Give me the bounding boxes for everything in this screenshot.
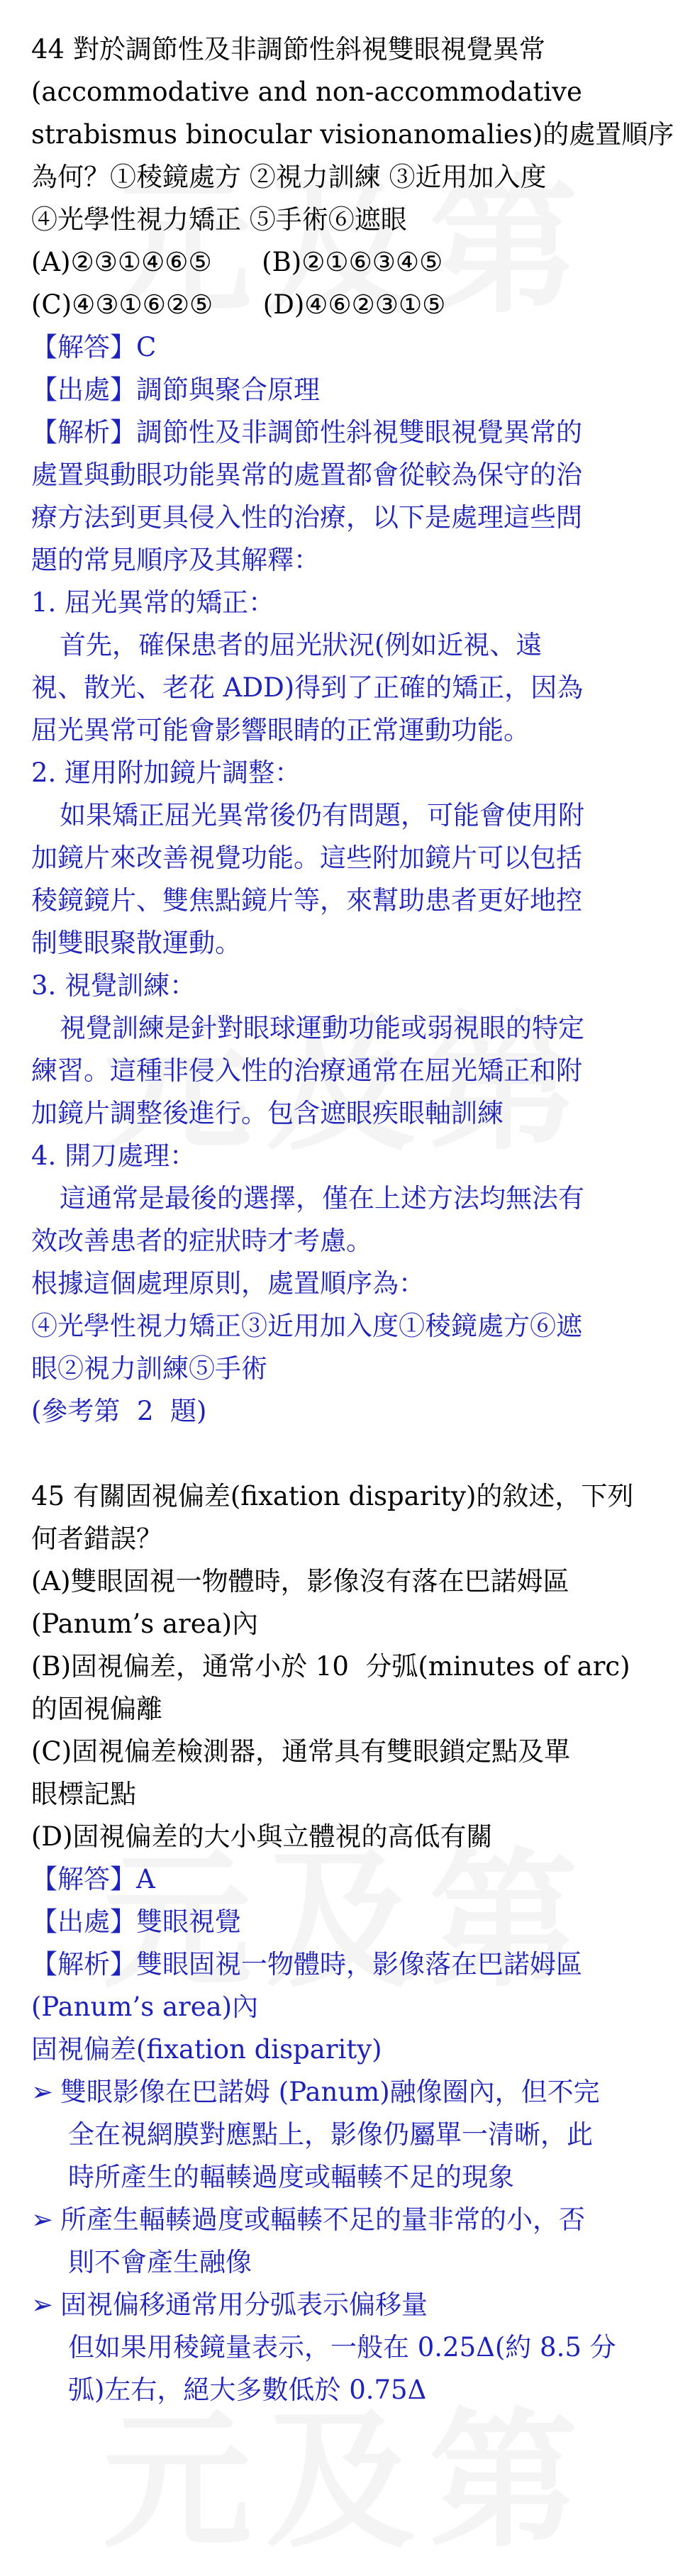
step-text-line: 稜鏡鏡片、雙焦點鏡片等，來幫助患者更好地控 xyxy=(31,885,582,916)
option-line: (A)②③①④⑥⑤ (B)②①⑥③④⑤ xyxy=(31,247,443,277)
option-line: 眼標記點 xyxy=(31,1779,136,1809)
option-line: (C)固視偏差檢測器，通常具有雙眼鎖定點及單 xyxy=(31,1736,571,1767)
option-line: (D)固視偏差的大小與立體視的高低有關 xyxy=(31,1821,493,1852)
bullet-text-line: 雙眼影像在巴諾姆 (Panum)融像圈內，但不完 xyxy=(60,2077,600,2107)
analysis-line: 處置與動眼功能異常的處置都會從較為保守的治 xyxy=(31,460,582,490)
bullet-text-line: 所產生輻輳過度或輻輳不足的量非常的小，否 xyxy=(60,2204,586,2235)
step-title: 4. 開刀處理： xyxy=(31,1140,196,1171)
analysis-line: 【解析】調節性及非調節性斜視雙眼視覺異常的 xyxy=(31,417,582,448)
analysis-line: 題的常見順序及其解釋： xyxy=(31,545,320,575)
analysis-line: 固視偏差(fixation disparity) xyxy=(31,2034,382,2065)
conclusion-line: ④光學性視力矯正③近用加入度①稜鏡處方⑥遮 xyxy=(31,1311,582,1341)
step-text-line: 視覺訓練是針對眼球運動功能或弱視眼的特定 xyxy=(60,1013,584,1043)
conclusion-line: 眼②視力訓練⑤手術 xyxy=(31,1353,267,1384)
step-title: 3. 視覺訓練： xyxy=(31,970,196,1001)
option-line: (A)雙眼固視一物體時，影像沒有落在巴諾姆區 xyxy=(31,1566,569,1597)
reference-note: (參考第 2 題) xyxy=(31,1396,207,1426)
option-line: 的固視偏離 xyxy=(31,1694,162,1724)
step-text-line: 加鏡片調整後進行。包含遮眼疾眼軸訓練 xyxy=(31,1098,504,1128)
bullet-item xyxy=(31,2071,673,2199)
question-spacer xyxy=(31,1433,673,1475)
question-stem-line: 44 對於調節性及非調節性斜視雙眼視覺異常 xyxy=(31,34,545,65)
analysis-line: 療方法到更具侵入性的治療，以下是處理這些問 xyxy=(31,502,582,533)
bullet-text-line: 時所產生的輻輳過度或輻輳不足的現象 xyxy=(68,2162,514,2192)
bullet-text-line: 固視偏移通常用分弧表示偏移量 xyxy=(60,2289,428,2320)
analysis-line: (Panum’s area)內 xyxy=(31,1992,259,2022)
step-text-line: 視、散光、老花 ADD)得到了正確的矯正，因為 xyxy=(31,672,584,703)
step-title: 1. 屈光異常的矯正： xyxy=(31,587,275,618)
bullet-text-line: 全在視網膜對應點上，影像仍屬單一清晰，此 xyxy=(68,2119,593,2150)
step-text-line: 這通常是最後的選擇，僅在上述方法均無法有 xyxy=(60,1183,584,1214)
question-stem-line: ④光學性視力矯正 ⑤手術⑥遮眼 xyxy=(31,204,407,235)
source-label: 【出處】雙眼視覺 xyxy=(31,1906,241,1937)
step-text-line: 制雙眼聚散運動。 xyxy=(31,928,241,958)
arrowhead-bullet-icon: ➢ xyxy=(31,2289,54,2320)
question-stem-line: 45 有關固視偏差(fixation disparity)的敘述，下列 xyxy=(31,1481,634,1511)
question-stem-line: 為何？①稜鏡處方 ②視力訓練 ③近用加入度 xyxy=(31,162,547,192)
option-line: (Panum’s area)內 xyxy=(31,1609,259,1639)
source-label: 【出處】調節與聚合原理 xyxy=(31,374,320,405)
bullet-text-line: 則不會產生融像 xyxy=(68,2247,252,2277)
question-stem-line: (accommodative and non-accommodative xyxy=(31,77,582,107)
step-text-line: 加鏡片來改善視覺功能。這些附加鏡片可以包括 xyxy=(31,843,582,873)
step-text-line: 練習。這種非侵入性的治療通常在屈光矯正和附 xyxy=(31,1055,582,1086)
step-text-line: 屈光異常可能會影響眼睛的正常運動功能。 xyxy=(31,715,530,745)
option-line: (B)固視偏差，通常小於 10 分弧(minutes of arc) xyxy=(31,1651,630,1682)
answer-label: 【解答】A xyxy=(31,1864,155,1894)
question-45 xyxy=(31,1475,673,2411)
step-title: 2. 運用附加鏡片調整： xyxy=(31,757,301,788)
arrowhead-bullet-icon: ➢ xyxy=(31,2077,54,2107)
bullet-text-line: 弧)左右，絕大多數低於 0.75Δ xyxy=(68,2375,427,2405)
option-line: (C)④③①⑥②⑤ (D)④⑥②③①⑤ xyxy=(31,289,446,320)
arrowhead-bullet-icon: ➢ xyxy=(31,2204,54,2235)
question-44 xyxy=(31,28,673,1433)
analysis-line: 【解析】雙眼固視一物體時，影像落在巴諾姆區 xyxy=(31,1949,582,1980)
question-stem-line: strabismus binocular visionanomalies)的處置順序 xyxy=(31,119,674,150)
conclusion-line: 根據這個處理原則，處置順序為： xyxy=(31,1268,425,1299)
question-stem-line: 何者錯誤？ xyxy=(31,1523,162,1554)
bullet-text-line: 但如果用稜鏡量表示，一般在 0.25Δ(約 8.5 分 xyxy=(68,2332,616,2363)
bullet-item xyxy=(31,2199,673,2284)
bullet-item xyxy=(31,2284,673,2411)
step-text-line: 效改善患者的症狀時才考慮。 xyxy=(31,1226,372,1256)
answer-label: 【解答】C xyxy=(31,332,157,362)
document-body xyxy=(31,28,673,2411)
step-text-line: 如果矯正屈光異常後仍有問題，可能會使用附 xyxy=(60,800,584,831)
step-text-line: 首先，確保患者的屈光狀況(例如近視、遠 xyxy=(60,630,543,660)
